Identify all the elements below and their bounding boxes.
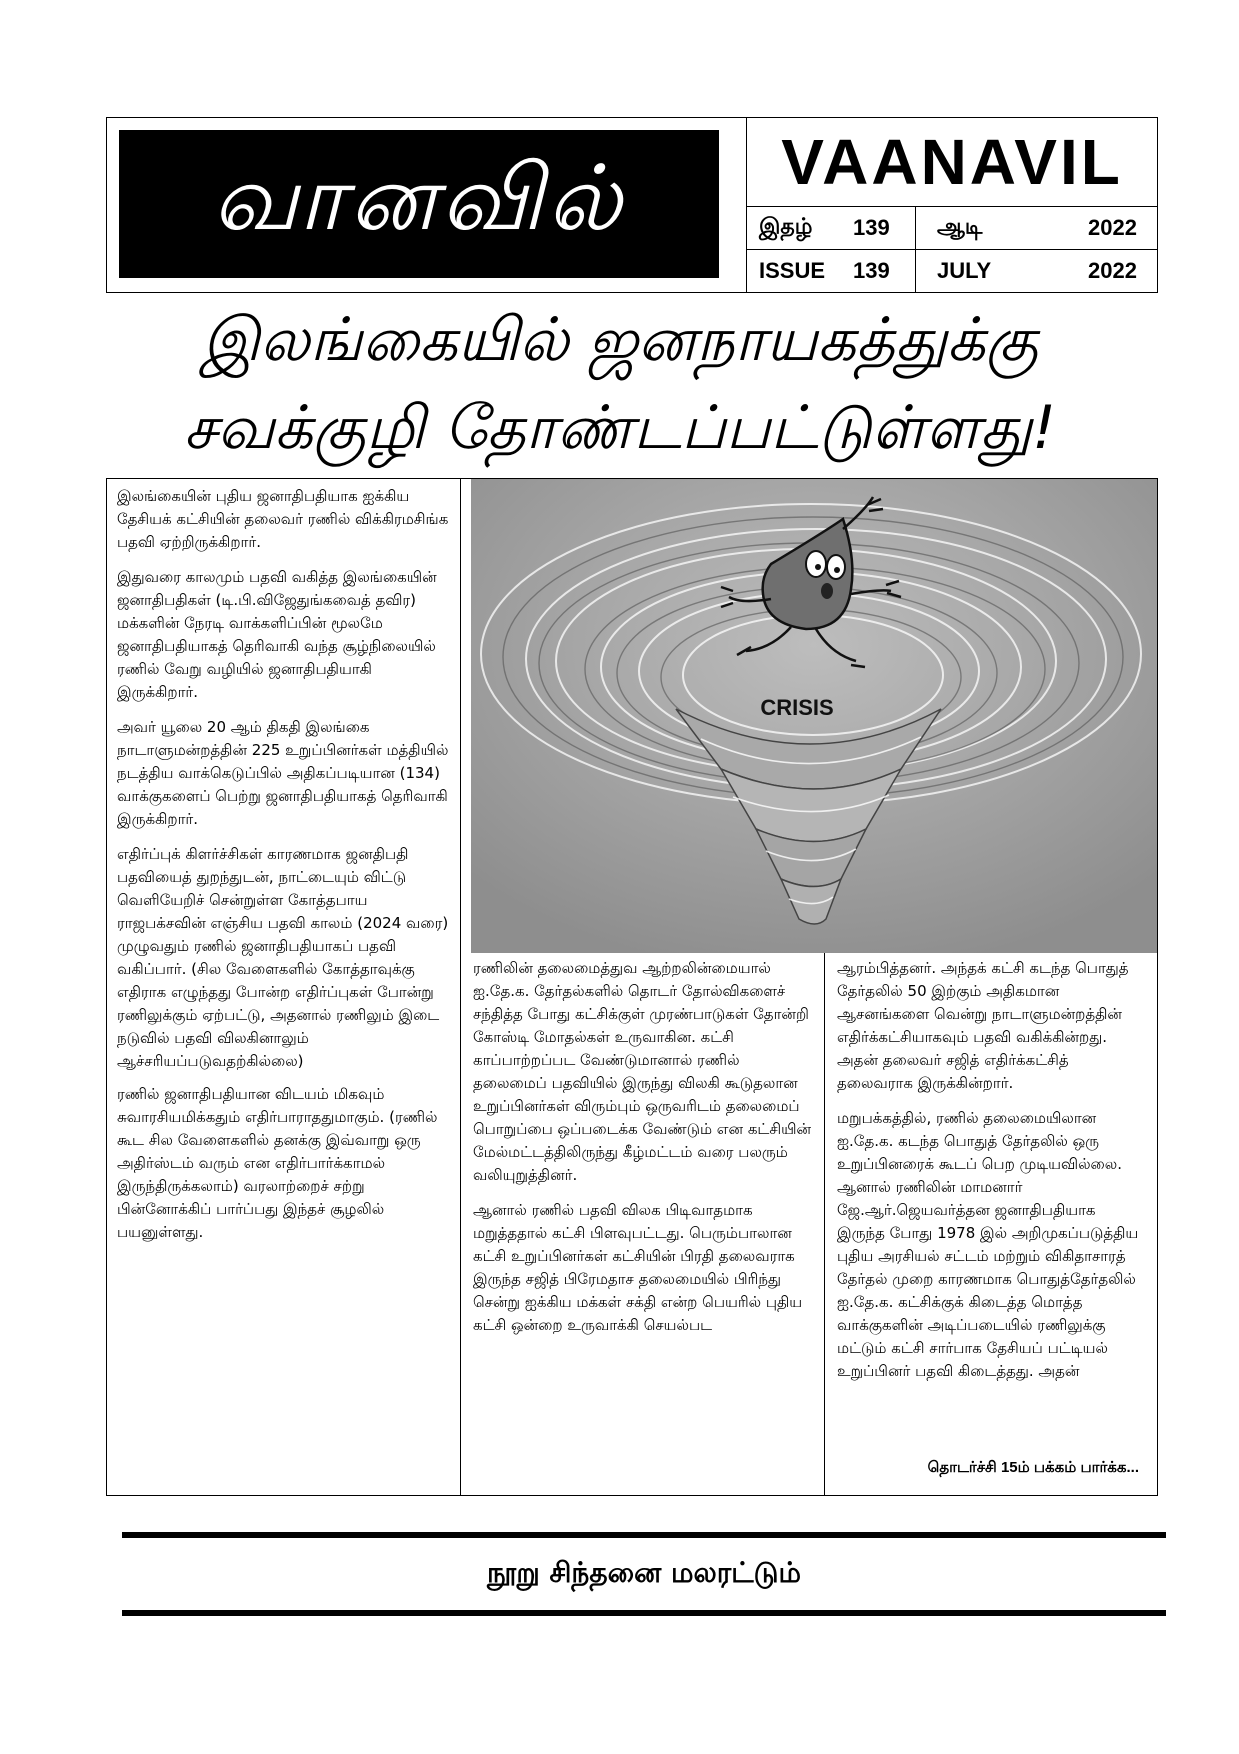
article-column-middle <box>461 953 825 1495</box>
crisis-cartoon <box>471 479 1157 953</box>
logo-block <box>119 130 719 278</box>
article-paragraph: மறுபக்கத்தில், ரணில் தலைமையிலான ஐ.தே.க. கடந்த பொதுத் தேர்தலில் ஒரு உறுப்பினரைக் கூடப் பெற முடியவில்லை. ஆனால் ரணிலின் மாமனார் ஜே.ஆர்.ஜெயவர்த்தன ஜனாதிபதியாக இருந்த போது 1978 இல் அறிமுகப்படுத்திய புதிய அரசியல் சட்டம் மற்றும் விகிதாசாரத் தேர்தல் முறை காரணமாக பொதுத்தேர்தலில் ஐ.தே.க. கட்சிக்குக் கிடைத்த மொத்த வாக்குகளின் அடிப்படையில் ரணிலுக்கு மட்டும் கட்சி சார்பாக தேசியப் பட்டியல் உறுப்பினர் பதவி கிடைத்தது. அதன் <box>837 1109 1139 1380</box>
issue-month: ஆடி <box>937 213 983 239</box>
article-paragraph: இலங்கையின் புதிய ஜனாதிபதியாக ஐக்கிய தேசியக் கட்சியின் தலைவர் ரணில் விக்கிரமசிங்க பதவி ஏற்றிருக்கிறார். <box>117 487 449 551</box>
footer-rule-top <box>122 1532 1166 1538</box>
issue-number: 139 <box>853 215 890 240</box>
article <box>106 478 1158 1496</box>
continue-note: தொடர்ச்சி 15ம் பக்கம் பார்க்க... <box>927 1459 1139 1476</box>
article-paragraph: ரணிலின் தலைமைத்துவ ஆற்றலின்மையால் ஐ.தே.க. தேர்தல்களில் தொடர் தோல்விகளைச் சந்தித்த போது கட்சிக்குள் முரண்பாடுகள் தோன்றி கோஸ்டி மோதல்கள் உருவாகின. கட்சி காப்பாற்றப்பட வேண்டுமானால் ரணில் தலைமைப் பதவியில் இருந்து விலகி கூடுதலான உறுப்பினர்கள் விரும்பும் ஒருவரிடம் தலைமைப் பொறுப்பை ஒப்படைக்க வேண்டும் என கட்சியின் மேல்மட்டத்திலிருந்து கீழ்மட்டம் வரை பலரும் வலியுறுத்தினர். <box>473 959 812 1184</box>
logo-text: வானவில் <box>212 145 626 251</box>
table-divider <box>915 206 916 292</box>
article-paragraph: அவர் யூலை 20 ஆம் திகதி இலங்கை நாடாளுமன்றத்தின் 225 உறுப்பினர்கள் மத்தியில் நடத்திய வாக்கெடுப்பில் அதிகப்படியான (134) வாக்குகளைப் பெற்று ஜனாதிபதியாகத் தெரிவாகி இருக்கிறார். <box>117 718 449 828</box>
masthead <box>106 117 1158 293</box>
headline-line-2: சவக்குழி தோண்டப்பட்டுள்ளது! <box>183 393 1057 463</box>
issue-label: ISSUE <box>759 258 826 283</box>
headline <box>80 296 1160 472</box>
issue-month: JULY <box>937 258 992 283</box>
logo-cell <box>107 118 747 292</box>
article-paragraph: ஆரம்பித்தனர். அந்தக் கட்சி கடந்த பொதுத் தேர்தலில் 50 இற்கும் அதிகமான ஆசனங்களை வென்று நாடாளுமன்றத்தின் எதிர்க்கட்சியாகவும் பதவி வகிக்கின்றது. அதன் தலைவர் சஜித் எதிர்க்கட்சித் தலைவராக இருக்கின்றார். <box>837 959 1129 1092</box>
issue-year: 2022 <box>1088 215 1137 240</box>
issue-label: இதழ் <box>759 213 813 239</box>
article-paragraph: இதுவரை காலமும் பதவி வகித்த இலங்கையின் ஜனாதிபதிகள் (டி.பி.விஜேதுங்கவைத் தவிர) மக்களின் நேரடி வாக்களிப்பின் மூலமே ஜனாதிபதியாகத் தெரிவாகி வந்த சூழ்நிலையில் ரணில் வேறு வழியில் ஜனாதிபதியாகி இருக்கிறார். <box>117 568 437 701</box>
footer-slogan: நூறு சிந்தனை மலரட்டும் <box>486 1555 802 1589</box>
article-column-right <box>825 953 1157 1495</box>
issue-row-english <box>747 250 1157 292</box>
article-paragraph: ஆனால் ரணில் பதவி விலக பிடிவாதமாக மறுத்ததால் கட்சி பிளவுபட்டது. பெரும்பாலான கட்சி உறுப்பினர்கள் கட்சியின் பிரதி தலைவராக இருந்த சஜித் பிரேமதாச தலைமையில் பிரிந்து சென்று ஐக்கிய மக்கள் சக்தி என்ற பெயரில் புதிய கட்சி ஒன்றை உருவாக்கி செயல்பட <box>473 1201 803 1334</box>
publication-name: VAANAVIL <box>781 126 1123 198</box>
cartoon-label: CRISIS <box>760 695 834 720</box>
article-paragraph: ரணில் ஜனாதிபதியான விடயம் மிகவும் சுவாரசியமிக்கதும் எதிர்பாராததுமாகும். (ரணில் கூட சில வேளைகளில் தனக்கு இவ்வாறு ஒரு அதிர்ஸ்டம் வரும் என எதிர்பார்க்காமல் இருந்திருக்கலாம்) வரலாற்றைச் சற்று பின்னோக்கிப் பார்ப்பது இந்தச் சூழலில் பயனுள்ளது. <box>117 1085 438 1241</box>
article-paragraph: எதிர்ப்புக் கிளர்ச்சிகள் காரணமாக ஜனதிபதி பதவியைத் துறந்துடன், நாட்டையும் விட்டு வெளியேறிச் சென்றுள்ள கோத்தபாய ராஜபக்சவின் எஞ்சிய பதவி காலம் (2024 வரை) முழுவதும் ரணில் ஜனாதிபதியாகப் பதவி வகிப்பார். (சில வேளைகளில் கோத்தாவுக்கு எதிராக எழுந்தது போன்ற எதிர்ப்புகள் போன்று ரணிலுக்கும் ஏற்பட்டு, அதனால் ரணிலும் இடை நடுவில் பதவி விலகினாலும் ஆச்சரியப்படுவதற்கில்லை) <box>117 845 449 1070</box>
issue-row-tamil <box>747 207 1157 250</box>
article-column-left <box>107 479 461 1495</box>
cartoon-illustration <box>471 479 1157 953</box>
footer-rule-bottom <box>122 1610 1166 1616</box>
issue-year: 2022 <box>1088 258 1137 283</box>
headline-line-1: இலங்கையில் ஜனநாயகத்துக்கு <box>201 305 1039 375</box>
issue-info-table <box>747 206 1157 292</box>
issue-number: 139 <box>853 258 890 283</box>
